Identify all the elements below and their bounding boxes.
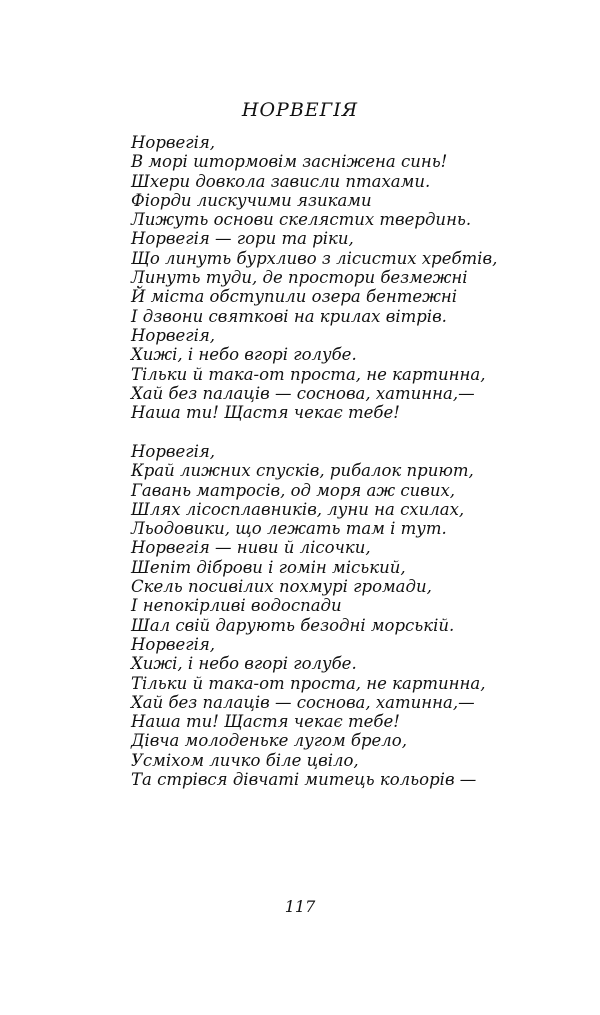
- verse-line: Й міста обступили озера бентежні: [131, 287, 458, 307]
- verse-line: Льодовики, що лежать там і тут.: [131, 519, 447, 539]
- verse-line: Хижі, і небо вгорі голубе.: [131, 654, 357, 674]
- verse-line: Шал свій дарують безодні морській.: [131, 615, 455, 635]
- verse-line: Шхери довкола зависли птахами.: [131, 171, 431, 191]
- verse-line: Хай без палаців — соснова, хатинна,—: [131, 692, 475, 712]
- verse-line: Хижі, і небо вгорі голубе.: [131, 345, 357, 365]
- verse-line: І непокірливі водоспади: [131, 596, 342, 616]
- verse-line: Наша ти! Щастя чекає тебе!: [131, 712, 400, 732]
- verse-line: Наша ти! Щастя чекає тебе!: [131, 403, 400, 423]
- verse-line: Норвегія,: [131, 442, 216, 461]
- verse-line: Край лижних спусків, рибалок приют,: [131, 461, 474, 481]
- poem-title: НОРВЕГІЯ: [241, 99, 359, 121]
- verse-line: В морі штормовім засніжена синь!: [131, 152, 448, 172]
- verse-line: Шлях лісосплавників, луни на схилах,: [131, 499, 465, 519]
- verse-line: Норвегія,: [131, 133, 216, 152]
- verse-line: Тільки й така-от проста, не картинна,: [131, 364, 486, 384]
- verse-line: Лижуть основи скелястих твердинь.: [131, 210, 472, 230]
- verse-line: Линуть туди, де простори безмежні: [131, 268, 468, 288]
- verse-line: Фіорди лискучими язиками: [131, 190, 372, 210]
- verse-line: Що линуть бурхливо з лісистих хребтів,: [131, 248, 498, 268]
- verse-line: Гавань матросів, од моря аж сивих,: [131, 480, 456, 500]
- stanza: [131, 133, 497, 422]
- verse-line: Тільки й така-от проста, не картинна,: [131, 673, 486, 693]
- page-number: 117: [284, 897, 316, 916]
- verse-line: Норвегія,: [131, 325, 216, 345]
- stanza: [131, 442, 486, 789]
- verse-line: Та стрівся дівчаті митець кольорів —: [131, 770, 477, 790]
- verse-line: Усміхом личко біле цвіло,: [131, 750, 359, 770]
- verse-line: Норвегія — ниви й лісочки,: [131, 538, 371, 558]
- verse-line: Норвегія,: [131, 634, 216, 654]
- verse-line: Хай без палаців — соснова, хатинна,—: [131, 383, 475, 403]
- verse-line: Скель посивілих похмурі громади,: [131, 577, 432, 597]
- verse-line: Норвегія — гори та ріки,: [131, 229, 354, 249]
- verse-line: Дівча молоденьке лугом брело,: [131, 731, 407, 751]
- verse-line: І дзвони святкові на крилах вітрів.: [131, 306, 447, 326]
- verse-line: Шепіт діброви і гомін міський,: [131, 557, 406, 577]
